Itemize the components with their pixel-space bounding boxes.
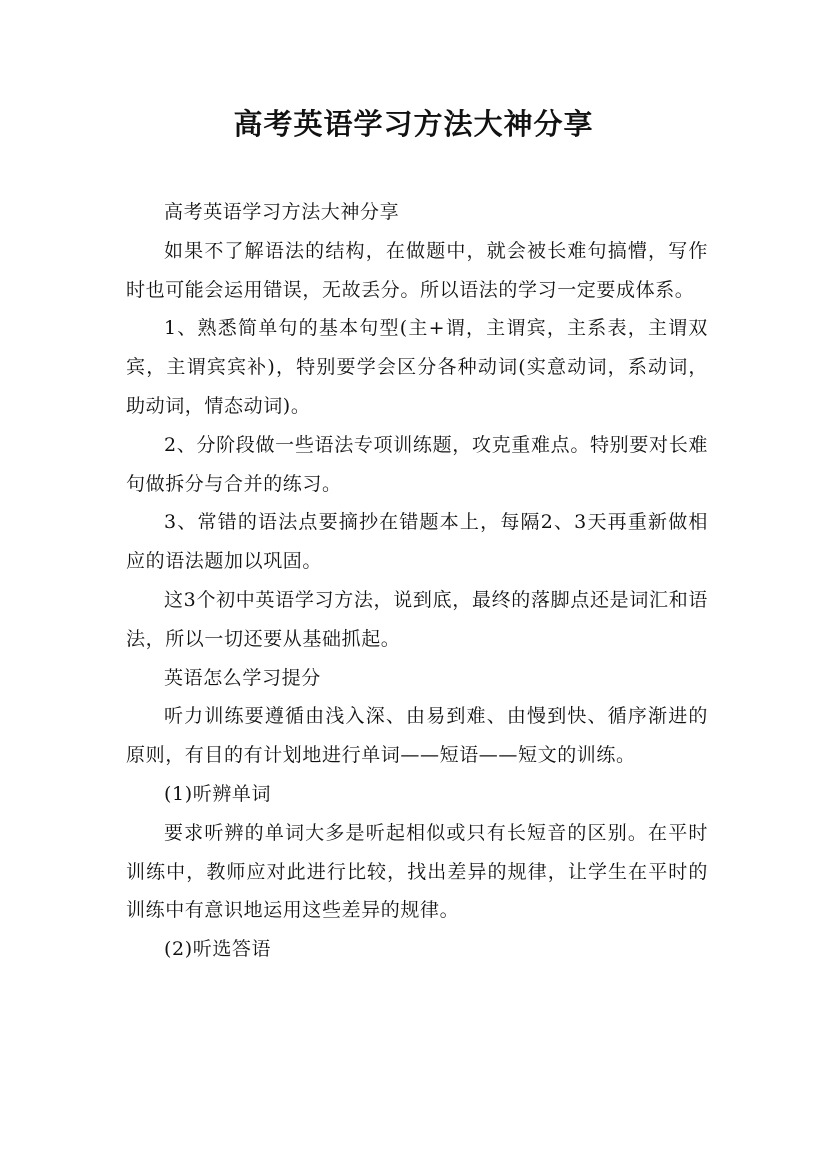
paragraph-listening-intro: 听力训练要遵循由浅入深、由易到难、由慢到快、循序渐进的原则，有目的有计划地进行单词——短语——短文的训练。 <box>126 705 708 767</box>
document-title: 高考英语学习方法大神分享 <box>233 107 594 141</box>
section-heading: 英语怎么学习提分 <box>164 666 321 689</box>
paragraph-grammar-intro: 如果不了解语法的结构，在做题中，就会被长难句搞懵，写作时也可能会运用错误，无故丢分。所以语法的学习一定要成体系。 <box>126 239 708 301</box>
paragraph-summary: 这3个初中英语学习方法，说到底，最终的落脚点还是词汇和语法，所以一切还要从基础抓起。 <box>126 588 708 650</box>
paragraph-point-3: 3、常错的语法点要摘抄在错题本上，每隔2、3天再重新做相应的语法题加以巩固。 <box>126 511 708 573</box>
subheading-word-discrimination: (1)听辨单词 <box>164 782 272 805</box>
paragraph-point-2: 2、分阶段做一些语法专项训练题，攻克重难点。特别要对长难句做拆分与合并的练习。 <box>126 433 708 495</box>
paragraph-word-discrimination: 要求听辨的单词大多是听起相似或只有长短音的区别。在平时训练中，教师应对此进行比较，找出差异的规律，让学生在平时的训练中有意识地运用这些差异的规律。 <box>126 821 708 922</box>
paragraph-subtitle: 高考英语学习方法大神分享 <box>164 201 400 223</box>
subheading-answer-selection: (2)听选答语 <box>164 938 272 961</box>
paragraph-point-1: 1、熟悉简单句的基本句型(主+谓，主谓宾，主系表，主谓双宾，主谓宾宾补)，特别要学会区分各种动词(实意动词，系动词，助动词，情态动词)。 <box>126 317 708 417</box>
document-body <box>126 193 708 969</box>
